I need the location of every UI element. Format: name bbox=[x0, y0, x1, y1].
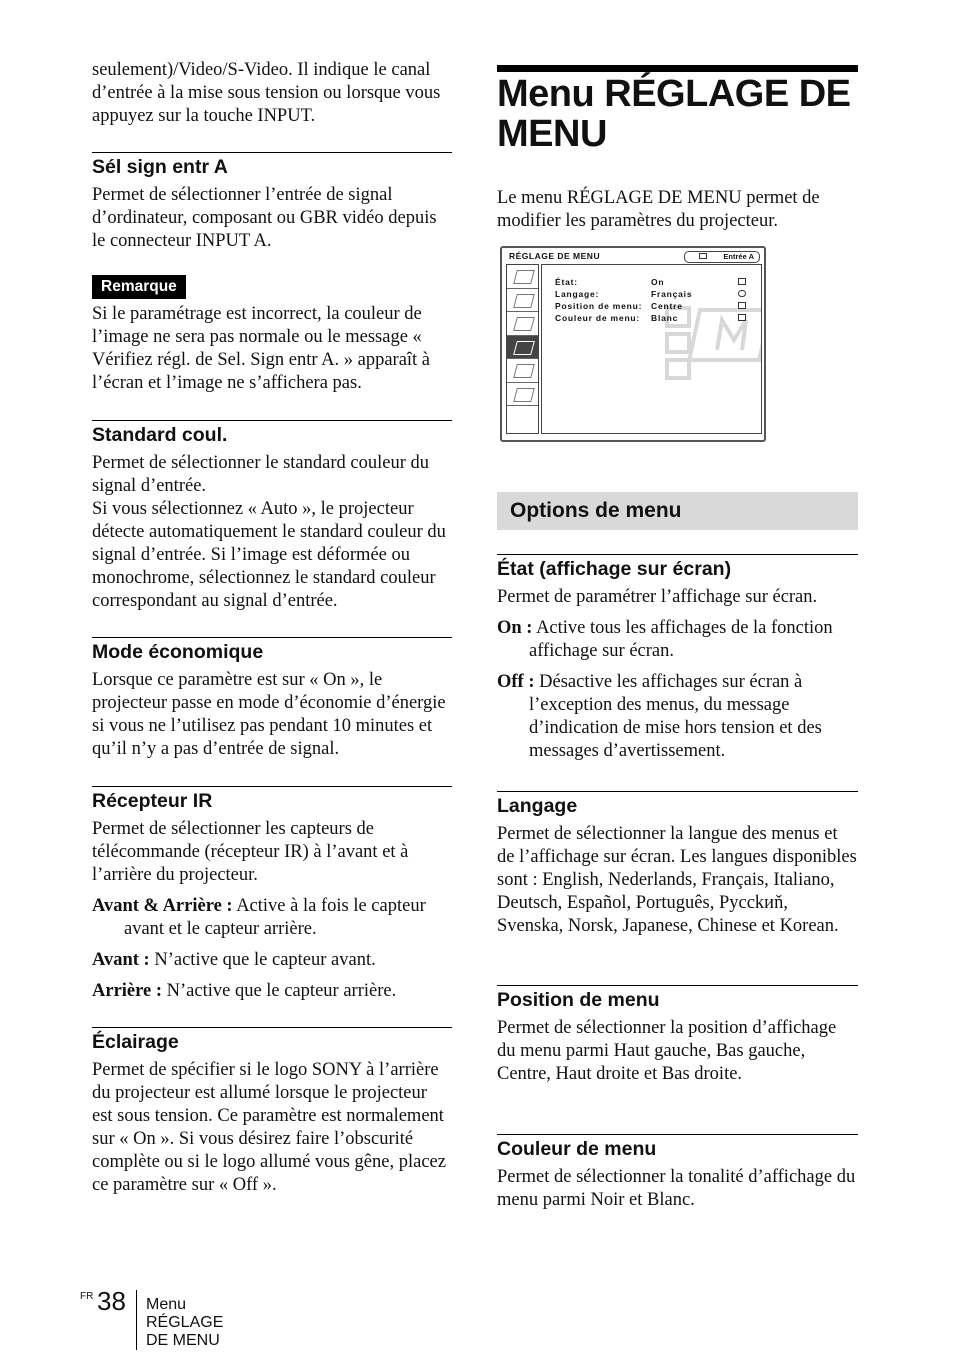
intro-continuation: seulement)/Video/S-Video. Il indique le canal d’entrée à la mise sous tension ou lorsque vous appuyez sur la touche INPUT. bbox=[92, 60, 441, 126]
section-mode-economique bbox=[92, 637, 452, 761]
section-body: Permet de sélectionner l’entrée de signal d’ordinateur, composant ou GBR vidéo depuis le connecteur INPUT A. bbox=[92, 185, 437, 251]
section-heading: Mode économique bbox=[92, 641, 264, 663]
section-body: Permet de sélectionner la position d’affichage du menu parmi Haut gauche, Bas gauche, Centre, Haut droite et Bas droite. bbox=[497, 1018, 837, 1084]
osd-tab-icon bbox=[507, 359, 538, 383]
section-body: Permet de sélectionner la tonalité d’affichage du menu parmi Noir et Blanc. bbox=[497, 1167, 856, 1210]
display-icon bbox=[738, 278, 746, 285]
definition-item: Arrière : N’active que le capteur arrière. bbox=[92, 981, 397, 1001]
section-heading: Sél sign entr A bbox=[92, 156, 228, 178]
osd-title: RÉGLAGE DE MENU bbox=[509, 251, 601, 261]
menu-intro: Le menu RÉGLAGE DE MENU permet de modifier les paramètres du projecteur. bbox=[497, 188, 820, 231]
section-body: Permet de sélectionner la langue des menus et de l’affichage sur écran. Les langues disponibles sont : English, Nederlands, Français, Italiano, Deutsch, Español, Português, Pycckиň, Svenska, Norsk, Japanese, Chinese et Korean. bbox=[497, 824, 857, 936]
osd-tab-icon bbox=[507, 383, 538, 407]
input-icon bbox=[699, 253, 707, 259]
definition-item: On : Active tous les affichages de la fonction affichage sur écran. bbox=[497, 618, 833, 661]
osd-row: Couleur de menu: Blanc bbox=[555, 313, 679, 323]
section-couleur-de-menu bbox=[497, 1134, 858, 1212]
osd-row: Position de menu: Centre bbox=[555, 301, 683, 311]
language-code: FR bbox=[80, 1291, 94, 1302]
language-icon bbox=[738, 290, 746, 297]
section-body: Permet de spécifier si le logo SONY à l’arrière du projecteur est allumé lorsque le projecteur est sous tension. Ce paramètre est normalement sur « On ». Si vous désirez faire l’obscurité complète ou si le logo allumé vous gêne, placez ce paramètre sur « Off ». bbox=[92, 1060, 446, 1195]
osd-row: Langage: Français bbox=[555, 289, 693, 299]
footer-section-title: Menu RÉGLAGE DE MENU bbox=[146, 1296, 224, 1349]
osd-tab-icon bbox=[507, 265, 538, 289]
section-sel-sign bbox=[92, 152, 452, 253]
note-text: Si le paramétrage est incorrect, la couleur de l’image ne sera pas normale ou le message « Vérifiez régl. de Sel. Sign entr A. » apparaît à l’écran et l’image ne s’affichera pas. bbox=[92, 304, 431, 393]
osd-main-panel bbox=[541, 264, 762, 434]
section-heading: Position de menu bbox=[497, 989, 660, 1011]
section-heading: Récepteur IR bbox=[92, 790, 213, 812]
osd-row: État: On bbox=[555, 277, 665, 287]
section-etat bbox=[497, 554, 858, 763]
section-body: Lorsque ce paramètre est sur « On », le projecteur passe en mode d’économie d’énergie si vous ne l’utilisez pas pendant 10 minutes et qu’il n’y a pas d’entrée de signal. bbox=[92, 670, 446, 759]
position-icon bbox=[738, 302, 746, 309]
title-bar bbox=[497, 65, 858, 72]
section-body: Permet de paramétrer l’affichage sur écran. bbox=[497, 587, 818, 607]
section-heading: Langage bbox=[497, 795, 578, 817]
section-eclairage bbox=[92, 1027, 452, 1197]
osd-tab-menu-setting-icon bbox=[507, 336, 538, 360]
osd-tab-icon bbox=[507, 406, 538, 430]
section-body: Permet de sélectionner le standard couleur du signal d’entrée. bbox=[92, 453, 429, 496]
definition-item: Avant & Arrière : Active à la fois le capteur avant et le capteur arrière. bbox=[92, 896, 426, 939]
page-number: 38 bbox=[97, 1286, 126, 1316]
section-heading: Standard coul. bbox=[92, 424, 228, 446]
section-recepteur-ir bbox=[92, 786, 452, 1003]
options-heading-bar bbox=[497, 492, 858, 530]
section-body-2: Si vous sélectionnez « Auto », le projecteur détecte automatiquement le standard couleur du signal d’entrée. Si l’image est déformée ou monochrome, sélectionnez le standard couleur correspondant au signal d’entrée. bbox=[92, 499, 446, 611]
definition-item: Off : Désactive les affichages sur écran à l’exception des menus, du message d’indication de mise hors tension et des messages d’avertissement. bbox=[497, 672, 822, 761]
section-heading: Éclairage bbox=[92, 1031, 179, 1053]
osd-tab-icon bbox=[507, 312, 538, 336]
section-heading: État (affichage sur écran) bbox=[497, 558, 732, 580]
osd-input-indicator: Entrée A bbox=[684, 251, 760, 263]
section-langage bbox=[497, 791, 858, 938]
color-icon bbox=[738, 314, 746, 321]
section-standard-coul bbox=[92, 420, 452, 613]
footer-divider bbox=[136, 1290, 137, 1350]
definition-item: Avant : N’active que le capteur avant. bbox=[92, 950, 376, 970]
section-body: Permet de sélectionner les capteurs de télécommande (récepteur IR) à l’avant et à l’arrière du projecteur. bbox=[92, 819, 409, 885]
note-badge: Remarque bbox=[92, 275, 186, 299]
osd-tab-icon bbox=[507, 289, 538, 313]
page-title: Menu RÉGLAGE DE MENU bbox=[497, 73, 851, 155]
section-heading: Couleur de menu bbox=[497, 1138, 657, 1160]
section-position-de-menu bbox=[497, 985, 858, 1086]
options-heading: Options de menu bbox=[510, 499, 682, 522]
osd-menu-screenshot bbox=[500, 246, 766, 442]
osd-menu-tabs bbox=[506, 264, 539, 434]
